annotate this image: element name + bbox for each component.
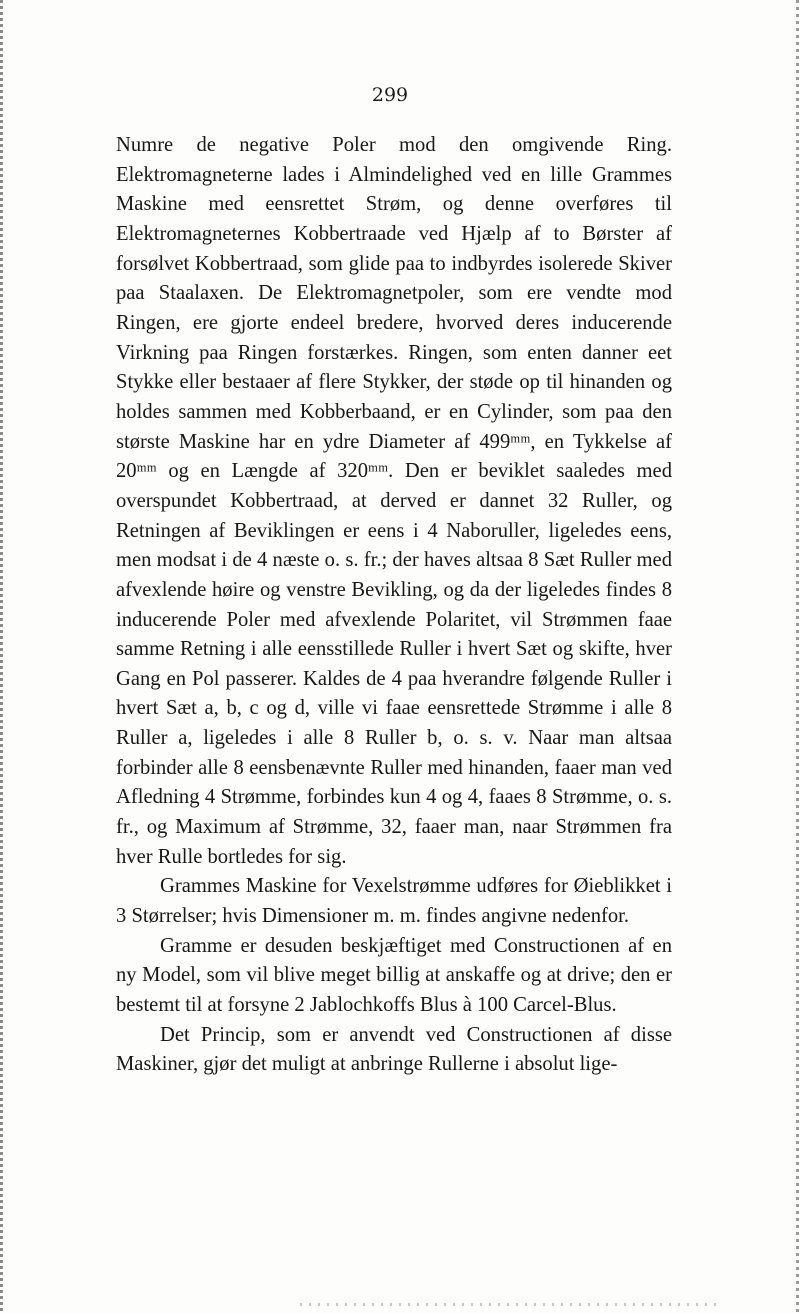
body-text: [116, 131, 672, 1080]
paragraph-3: Gramme er desuden beskjæftiget med Constructionen af en ny Model, som vil blive meget billig at anskaffe og at drive; den er bestemt til at forsyne 2 Jablochkoffs Blus à 100 Carcel-Blus.: [116, 934, 672, 1017]
scan-right-edge: [796, 0, 799, 1313]
scan-bottom-edge: [300, 1303, 720, 1306]
paragraph-4: Det Princip, som er anvendt ved Constructionen af disse Maskiner, gjør det muligt at anbringe Rullerne i absolut lige-: [116, 1023, 672, 1076]
paragraph-2: Grammes Maskine for Vexelstrømme udføres for Øieblikket i 3 Størrelser; hvis Dimensioner m. m. findes angivne nedenfor.: [116, 875, 672, 928]
paragraph-1: Numre de negative Poler mod den omgivende Ring. Elektromagneterne lades i Almindelighed ved en lille Grammes Maskine med eensrettet Strøm, og denne overføres til Elektromagneternes Kobbertraade ved Hjælp af to Børster af forsølvet Kobbertraad, som glide paa to indbyrdes isolerede Skiver paa Staalaxen. De Elektromagnetpoler, som ere vendte mod Ringen, ere gjorte endeel bredere, hvorved deres inducerende Virkning paa Ringen forstærkes. Ringen, som enten danner eet Stykke eller bestaaer af flere Stykker, der støde op til hinanden og holdes sammen med Kobberbaand, er en Cylinder, som paa den største Maskine har en ydre Diameter af 499ᵐᵐ, en Tykkelse af 20ᵐᵐ og en Længde af 320ᵐᵐ. Den er beviklet saaledes med overspundet Kobbertraad, at derved er dannet 32 Ruller, og Retningen af Beviklingen er eens i 4 Naboruller, ligeledes eens, men modsat i de 4 næste o. s. fr.; der haves altsaa 8 Sæt Ruller med afvexlende høire og venstre Bevikling, og da der ligeledes findes 8 inducerende Poler med afvexlende Polaritet, vil Strømmen faae samme Retning i alle eensstillede Ruller i hvert Sæt og skifte, hver Gang en Pol passerer. Kaldes de 4 paa hverandre følgende Ruller i hvert Sæt a, b, c og d, ville vi faae eensrettede Strømme i alle 8 Ruller a, ligeledes i alle 8 Ruller b, o. s. v. Naar man altsaa forbinder alle 8 eensbenævnte Ruller med hinanden, faaer man ved Afledning 4 Strømme, forbindes kun 4 og 4, faaes 8 Strømme, o. s. fr., og Maximum af Strømme, 32, faaer man, naar Strømmen fra hver Rulle bortledes for sig.: [116, 134, 672, 868]
scan-left-edge: [0, 0, 3, 1313]
page-number: 299: [371, 84, 409, 106]
